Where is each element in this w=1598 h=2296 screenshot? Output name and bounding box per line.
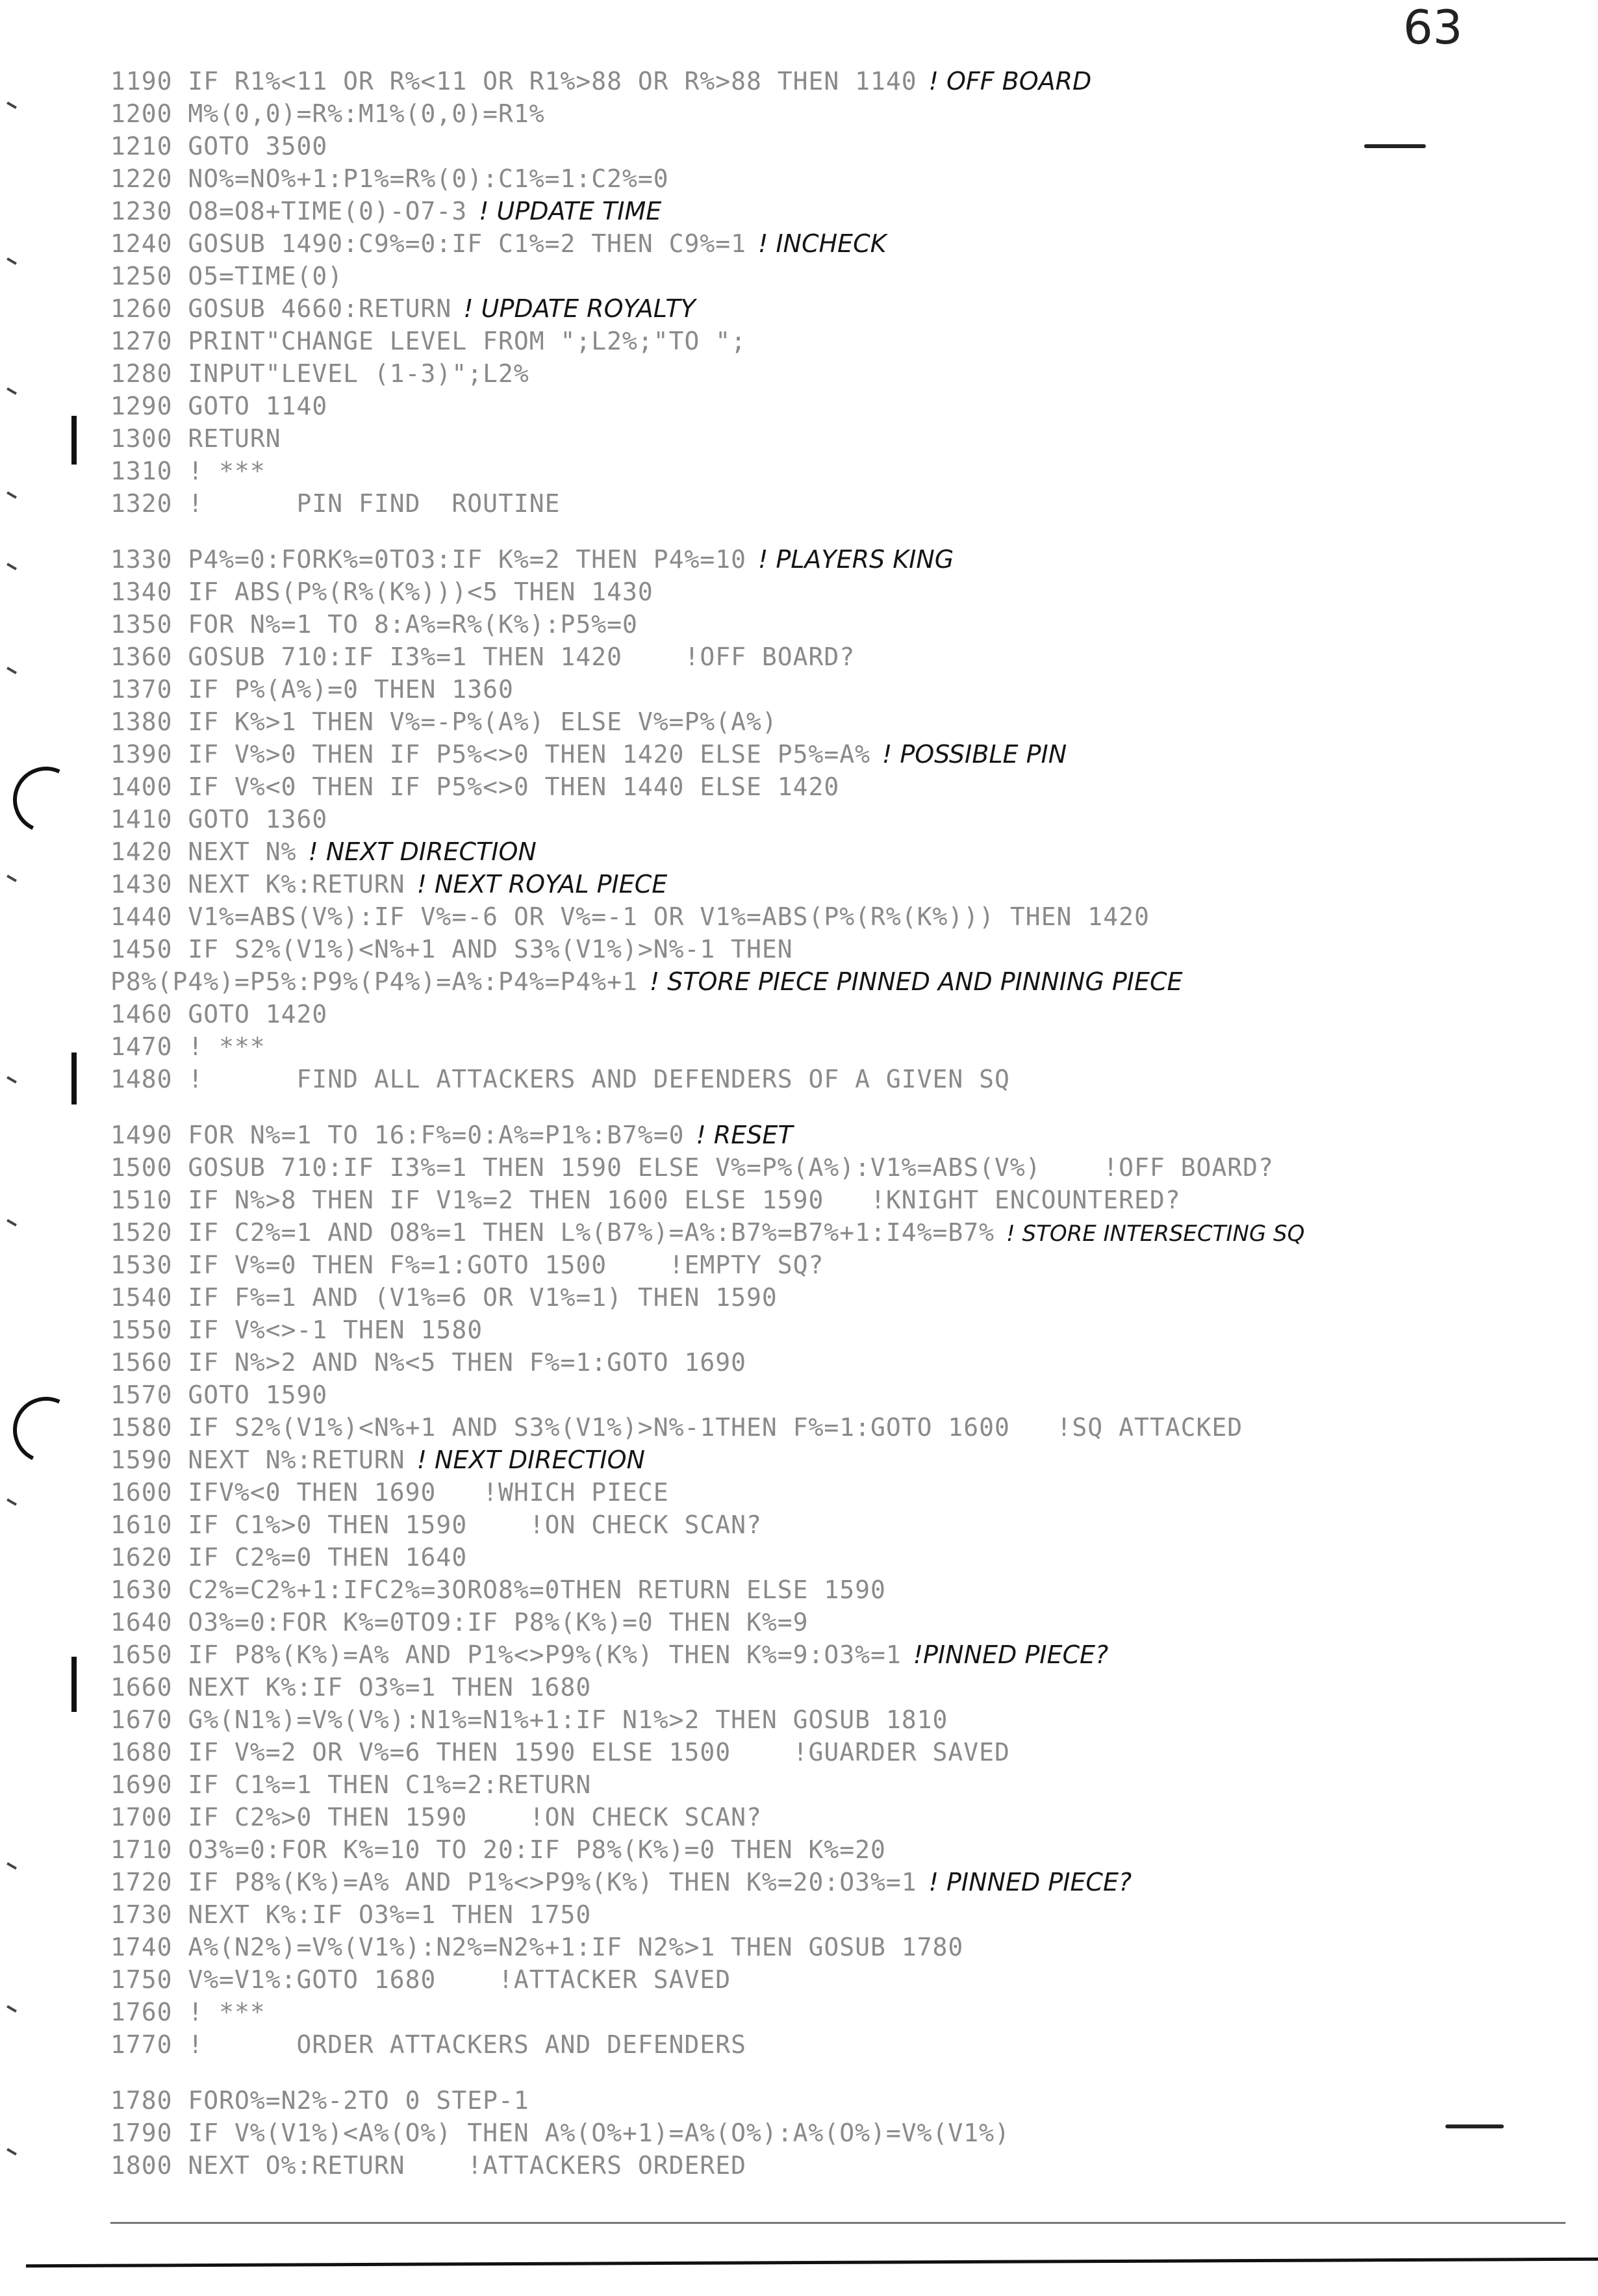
margin-tick (6, 1219, 17, 1226)
code-line: 1260 GOSUB 4660:RETURN ! UPDATE ROYALTY (110, 294, 696, 323)
code-line: 1760 ! *** (110, 1998, 266, 2026)
code-line: 1660 NEXT K%:IF O3%=1 THEN 1680 (110, 1673, 592, 1702)
handwritten-note: ! STORE PIECE PINNED AND PINNING PIECE (649, 967, 1183, 996)
code-line: 1740 A%(N2%)=V%(V1%):N2%=N2%+1:IF N2%>1 THEN GOSUB 1780 (110, 1933, 964, 1961)
margin-tick (6, 257, 17, 264)
handwritten-note: ! POSSIBLE PIN (882, 740, 1067, 769)
code-line: 1470 ! *** (110, 1032, 266, 1061)
code-line: 1570 GOTO 1590 (110, 1381, 328, 1409)
code-line: 1230 O8=O8+TIME(0)-O7-3 ! UPDATE TIME (110, 197, 662, 225)
code-line: 1460 GOTO 1420 (110, 1000, 328, 1028)
code-line: 1780 FORO%=N2%-2TO 0 STEP-1 (110, 2086, 529, 2115)
code-line: 1430 NEXT K%:RETURN ! NEXT ROYAL PIECE (110, 870, 668, 899)
margin-tick (6, 874, 17, 882)
last-line-underline (110, 2222, 1566, 2224)
blank-line (110, 1095, 1566, 1119)
code-line: 1640 O3%=0:FOR K%=0TO9:IF P8%(K%)=0 THEN K%=9 (110, 1608, 809, 1637)
blank-line (110, 2061, 1566, 2084)
code-line: 1710 O3%=0:FOR K%=10 TO 20:IF P8%(K%)=0 THEN K%=20 (110, 1835, 886, 1864)
code-line: 1750 V%=V1%:GOTO 1680 !ATTACKER SAVED (110, 1965, 731, 1994)
blank-line (110, 520, 1566, 543)
handwritten-note: ! NEXT DIRECTION (308, 837, 537, 866)
code-line: 1390 IF V%>0 THEN IF P5%<>0 THEN 1420 ELSE P5%=A% ! POSSIBLE PIN (110, 740, 1067, 769)
code-line: 1560 IF N%>2 AND N%<5 THEN F%=1:GOTO 1690 (110, 1348, 746, 1377)
code-line: 1350 FOR N%=1 TO 8:A%=R%(K%):P5%=0 (110, 610, 638, 639)
code-line: 1550 IF V%<>-1 THEN 1580 (110, 1316, 483, 1344)
code-line: 1270 PRINT"CHANGE LEVEL FROM ";L2%;"TO "; (110, 327, 746, 355)
code-line: 1800 NEXT O%:RETURN !ATTACKERS ORDERED (110, 2151, 746, 2180)
section-heading: 1320 ! PIN FIND ROUTINE (110, 489, 561, 518)
code-line: 1190 IF R1%<11 OR R%<11 OR R1%>88 OR R%>88 THEN 1140 ! OFF BOARD (110, 67, 1092, 96)
margin-tick (6, 2148, 17, 2155)
code-line: 1630 C2%=C2%+1:IFC2%=3ORO8%=0THEN RETURN ELSE 1590 (110, 1575, 886, 1604)
code-line: 1510 IF N%>8 THEN IF V1%=2 THEN 1600 ELSE 1590 !KNIGHT ENCOUNTERED? (110, 1186, 1181, 1214)
code-line: 1440 V1%=ABS(V%):IF V%=-6 OR V%=-1 OR V1%=ABS(P%(R%(K%))) THEN 1420 (110, 902, 1150, 931)
code-line: 1790 IF V%(V1%)<A%(O%) THEN A%(O%+1)=A%(O%):A%(O%)=V%(V1%) (110, 2119, 1010, 2147)
code-line: 1370 IF P%(A%)=0 THEN 1360 (110, 675, 514, 704)
margin-tick (6, 1498, 17, 1505)
margin-tick (6, 101, 17, 108)
margin-tick (6, 667, 17, 674)
code-line: 1520 IF C2%=1 AND O8%=1 THEN L%(B7%)=A%:B7%=B7%+1:I4%=B7% ! STORE INTERSECTING SQ (110, 1218, 1305, 1247)
code-line: 1540 IF F%=1 AND (V1%=6 OR V1%=1) THEN 1590 (110, 1283, 778, 1312)
code-line: 1340 IF ABS(P%(R%(K%)))<5 THEN 1430 (110, 578, 653, 606)
code-line: 1420 NEXT N% ! NEXT DIRECTION (110, 837, 537, 866)
margin-tick (6, 1076, 17, 1083)
bottom-rule (26, 2258, 1598, 2268)
code-line: 1730 NEXT K%:IF O3%=1 THEN 1750 (110, 1900, 592, 1929)
code-line: 1200 M%(0,0)=R%:M1%(0,0)=R1% (110, 99, 545, 128)
code-line: 1210 GOTO 3500 (110, 132, 328, 160)
handwritten-note: ! NEXT DIRECTION (416, 1446, 645, 1474)
margin-tick (6, 1862, 17, 1869)
handwritten-note: ! OFF BOARD (928, 67, 1092, 96)
handwritten-note: ! UPDATE TIME (479, 197, 662, 225)
margin-bar-2 (71, 1052, 77, 1104)
code-line: 1590 NEXT N%:RETURN ! NEXT DIRECTION (110, 1446, 645, 1474)
code-line: 1720 IF P8%(K%)=A% AND P1%<>P9%(K%) THEN K%=20:O3%=1 ! PINNED PIECE? (110, 1868, 1132, 1896)
code-line: 1690 IF C1%=1 THEN C1%=2:RETURN (110, 1770, 592, 1799)
code-line: 1650 IF P8%(K%)=A% AND P1%<>P9%(K%) THEN K%=9:O3%=1 !PINNED PIECE? (110, 1640, 1109, 1669)
handwritten-note: ! UPDATE ROYALTY (463, 294, 696, 323)
punch-hole-top (4, 758, 89, 843)
code-line: 1670 G%(N1%)=V%(V%):N1%=N1%+1:IF N1%>2 THEN GOSUB 1810 (110, 1705, 948, 1734)
handwritten-note: ! PLAYERS KING (758, 545, 954, 574)
code-line: 1530 IF V%=0 THEN F%=1:GOTO 1500 !EMPTY SQ? (110, 1251, 824, 1279)
handwritten-note: ! RESET (696, 1121, 793, 1149)
code-line: 1600 IFV%<0 THEN 1690 !WHICH PIECE (110, 1478, 669, 1507)
code-line: 1380 IF K%>1 THEN V%=-P%(A%) ELSE V%=P%(A%) (110, 708, 778, 736)
punch-hole-bottom (4, 1388, 89, 1473)
code-line: 1610 IF C1%>0 THEN 1590 !ON CHECK SCAN? (110, 1511, 762, 1539)
code-line: 1290 GOTO 1140 (110, 392, 328, 420)
code-line: 1220 NO%=NO%+1:P1%=R%(0):C1%=1:C2%=0 (110, 164, 669, 193)
handwritten-note: ! PINNED PIECE? (928, 1868, 1132, 1896)
code-line: 1410 GOTO 1360 (110, 805, 328, 834)
code-line: 1310 ! *** (110, 457, 266, 485)
code-listing (110, 65, 1566, 2182)
code-line: 1490 FOR N%=1 TO 16:F%=0:A%=P1%:B7%=0 ! RESET (110, 1121, 793, 1149)
handwritten-note: ! STORE INTERSECTING SQ (1006, 1221, 1305, 1247)
code-line: 1400 IF V%<0 THEN IF P5%<>0 THEN 1440 ELSE 1420 (110, 772, 840, 801)
code-line: 1250 O5=TIME(0) (110, 262, 344, 290)
code-line: 1500 GOSUB 710:IF I3%=1 THEN 1590 ELSE V%=P%(A%):V1%=ABS(V%) !OFF BOARD? (110, 1153, 1274, 1182)
margin-tick (6, 2005, 17, 2012)
margin-bar-1 (71, 416, 77, 465)
handwritten-note: !PINNED PIECE? (913, 1640, 1109, 1669)
code-line: 1360 GOSUB 710:IF I3%=1 THEN 1420 !OFF BOARD? (110, 643, 856, 671)
code-line: 1620 IF C2%=0 THEN 1640 (110, 1543, 468, 1572)
code-line: 1450 IF S2%(V1%)<N%+1 AND S3%(V1%)>N%-1 THEN (110, 935, 793, 963)
handwritten-note: ! INCHECK (758, 229, 887, 258)
margin-tick (6, 491, 17, 498)
margin-tick (6, 387, 17, 394)
code-line: 1280 INPUT"LEVEL (1-3)";L2% (110, 359, 529, 388)
margin-tick (6, 563, 17, 570)
handwritten-note: ! NEXT ROYAL PIECE (416, 870, 668, 899)
code-line: 1680 IF V%=2 OR V%=6 THEN 1590 ELSE 1500 !GUARDER SAVED (110, 1738, 1010, 1767)
margin-bar-3 (71, 1657, 77, 1712)
code-line: 1580 IF S2%(V1%)<N%+1 AND S3%(V1%)>N%-1THEN F%=1:GOTO 1600 !SQ ATTACKED (110, 1413, 1243, 1442)
code-line: 1330 P4%=0:FORK%=0TO3:IF K%=2 THEN P4%=10 ! PLAYERS KING (110, 545, 954, 574)
code-line: 1300 RETURN (110, 424, 281, 453)
section-heading: 1480 ! FIND ALL ATTACKERS AND DEFENDERS OF A GIVEN SQ (110, 1065, 1010, 1093)
section-heading: 1770 ! ORDER ATTACKERS AND DEFENDERS (110, 2030, 746, 2059)
page-number: 63 (1403, 0, 1463, 55)
code-line: 1700 IF C2%>0 THEN 1590 !ON CHECK SCAN? (110, 1803, 762, 1831)
code-line: P8%(P4%)=P5%:P9%(P4%)=A%:P4%=P4%+1 ! STORE PIECE PINNED AND PINNING PIECE (110, 967, 1183, 996)
code-line: 1240 GOSUB 1490:C9%=0:IF C1%=2 THEN C9%=1 ! INCHECK (110, 229, 887, 258)
